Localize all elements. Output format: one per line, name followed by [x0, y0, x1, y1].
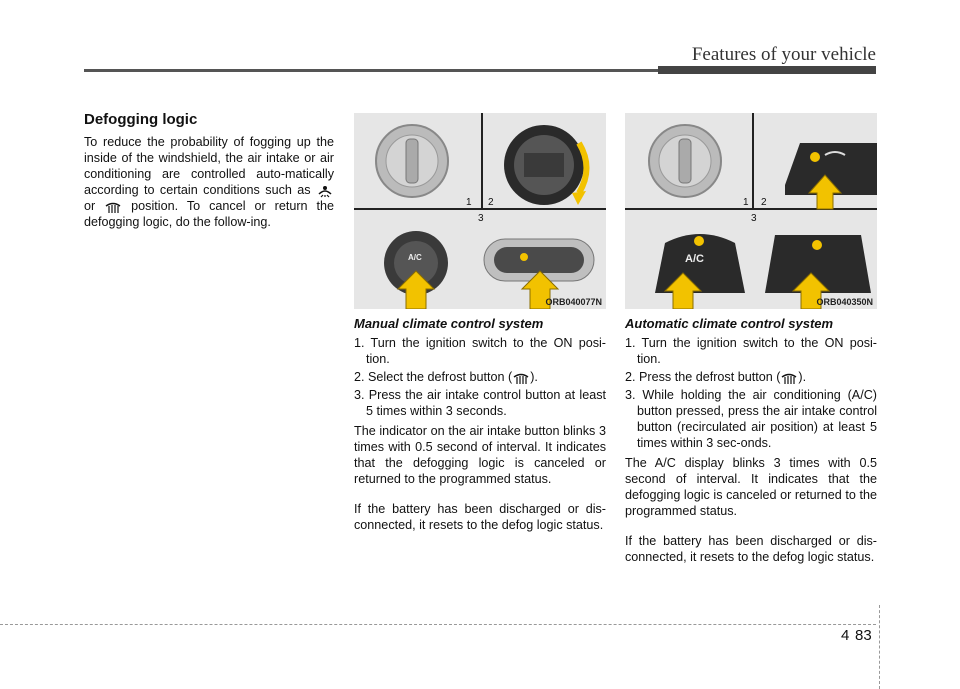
- automatic-step-1: 1. Turn the ignition switch to the ON posi-tion.: [625, 336, 877, 366]
- automatic-control-figure: [625, 113, 877, 309]
- manual-control-illustration: [354, 113, 606, 309]
- intro-part-b: position. To cancel or return the defogging logic, do the follow-ing.: [84, 199, 335, 229]
- floor-defrost-icon: [316, 184, 334, 198]
- figure2-code: ORB040350N: [816, 297, 873, 307]
- figure2-label-1: 1: [743, 197, 749, 208]
- manual-para-1: The indicator on the air intake button blinks 3 times with 0.5 second of interval. It indicates that the defogging logic is canceled or returned to the programmed status.: [354, 424, 606, 486]
- page-number: 83: [855, 627, 872, 644]
- manual-para-2: If the battery has been discharged or dis-connected, it resets to the defog logic status.: [354, 502, 606, 532]
- manual-steps: [354, 335, 606, 419]
- manual-control-figure: [354, 113, 606, 309]
- automatic-step-2-a: 2. Press the defrost button (: [625, 370, 781, 384]
- figure2-label-2: 2: [761, 197, 767, 208]
- section-intro: [84, 134, 334, 230]
- automatic-para-2: If the battery has been discharged or dis-connected, it resets to the defog logic status.: [625, 534, 877, 564]
- defrost-icon: [104, 200, 122, 214]
- figure1-label-2: 2: [488, 197, 494, 208]
- figure1-label-1: 1: [466, 197, 472, 208]
- section-heading: Defogging logic: [84, 111, 198, 128]
- automatic-control-illustration: [625, 113, 877, 309]
- page-section-number: 4: [841, 627, 850, 644]
- manual-title: Manual climate control system: [354, 316, 544, 331]
- intro-or: or: [84, 199, 96, 213]
- automatic-title: Automatic climate control system: [625, 316, 834, 331]
- manual-step-2: [354, 369, 606, 385]
- defrost-icon: [780, 371, 798, 385]
- figure1-ac-button-label: A/C: [408, 253, 422, 262]
- footer-rule: [0, 624, 876, 625]
- automatic-step-2-b: ).: [798, 370, 807, 384]
- manual-section: [354, 316, 606, 547]
- header-rule-accent: [658, 66, 876, 74]
- manual-step-2-a: 2. Select the defrost button (: [354, 370, 513, 384]
- figure2-label-3: 3: [751, 213, 757, 224]
- defogging-section: [84, 111, 334, 230]
- automatic-step-2: [625, 369, 877, 385]
- automatic-para-1: The A/C display blinks 3 times with 0.5 second of interval. It indicates that the defogging logic is canceled or returned to the programmed status.: [625, 456, 877, 518]
- manual-step-1: 1. Turn the ignition switch to the ON posi-tion.: [354, 336, 606, 366]
- automatic-step-3: 3. While holding the air conditioning (A/C) button pressed, press the air intake control button (recirculated air position) at least 5 times within 3 sec-onds.: [625, 388, 877, 450]
- figure1-label-3: 3: [478, 213, 484, 224]
- defrost-icon: [512, 371, 530, 385]
- manual-step-3: 3. Press the air intake control button at least 5 times within 3 seconds.: [354, 388, 606, 418]
- automatic-section: [625, 316, 877, 579]
- figure1-code: ORB040077N: [545, 297, 602, 307]
- intro-part-a: To reduce the probability of fogging up the inside of the windshield, the air intake or air conditioning are controlled auto-matically according to certain conditions such as: [84, 135, 334, 197]
- header-title: Features of your vehicle: [691, 44, 876, 65]
- manual-step-2-b: ).: [530, 370, 538, 384]
- figure2-ac-button-label: A/C: [685, 253, 704, 265]
- footer-divider: [879, 605, 880, 689]
- automatic-steps: [625, 335, 877, 451]
